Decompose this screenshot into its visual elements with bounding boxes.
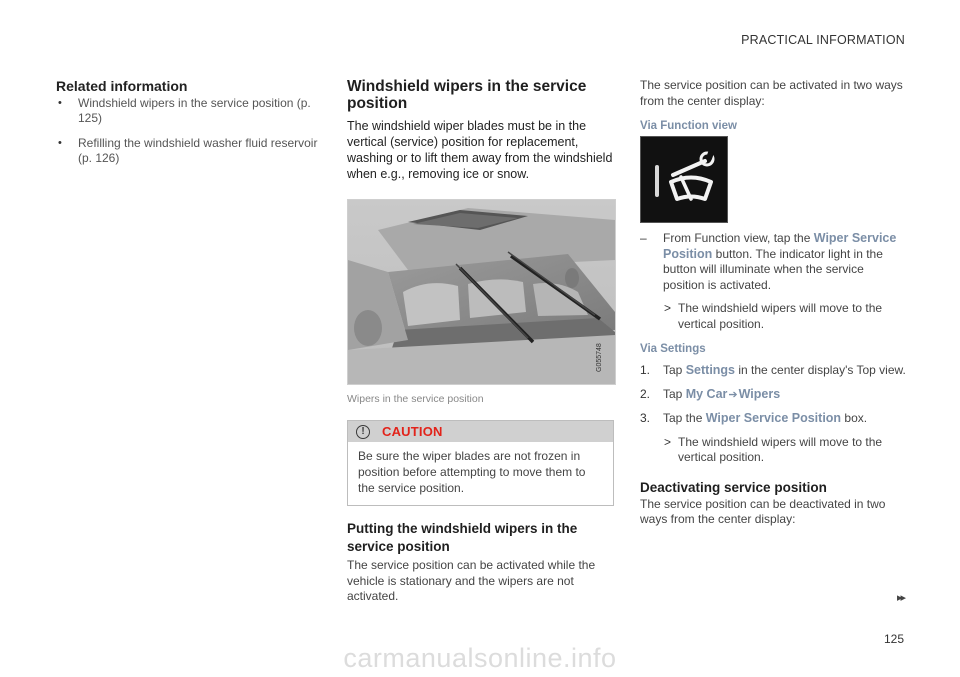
step-text-continued: box. [844,411,868,425]
related-info-heading: Related information [56,78,188,94]
figure-code: G055748 [596,343,603,372]
dash-marker: – [640,231,647,245]
wiper-service-position-link[interactable]: Wiper Service Position [663,231,897,261]
result-text: The windshield wipers will move to the vertical position. [678,301,883,331]
settings-step-1 [640,363,908,379]
function-view-result [640,301,908,332]
settings-result [640,435,908,466]
related-info-column [56,78,324,176]
via-function-view-heading: Via Function view [640,120,737,132]
article-intro: The windshield wiper blades must be in the vertical (service) position for replacement, washing or to lift them away from the windshield when e.g., removing ice or snow. [347,119,613,181]
step-text-continued: button. The indicator light in the button will illuminate when the service position is activated. [663,246,883,292]
wiper-service-position-box-link[interactable]: Wiper Service Position [705,411,842,425]
step-number: 1. [640,363,651,377]
my-car-link[interactable]: My Car [685,386,728,401]
settings-step-2 [640,387,908,404]
result-marker: > [664,301,672,315]
via-settings-heading: Via Settings [640,343,706,355]
step-number: 3. [640,411,651,425]
putting-service-heading: Putting the windshield wipers in the service position [347,521,578,554]
step-text: Tap [663,363,683,377]
instructions-column [640,78,908,528]
settings-step-3 [640,411,908,427]
putting-service-text: The service position can be activated while the vehicle is stationary and the wipers are not activated. [347,558,596,603]
function-view-step [640,231,908,293]
activation-intro: The service position can be activated in two ways from the center display: [640,78,903,108]
related-link-washer-fluid[interactable]: • Refilling the windshield washer fluid reservoir (p. 126) [56,136,324,166]
main-article-column [347,78,614,605]
step-text-continued: in the center display's Top view. [738,363,906,377]
wipers-link[interactable]: Wipers [738,386,781,401]
caution-box [347,420,614,506]
caution-header [348,421,613,442]
step-text: Tap the [663,411,703,425]
caution-title: CAUTION [382,424,443,439]
step-text: From Function view, tap the [663,231,811,245]
section-header: PRACTICAL INFORMATION [741,33,905,47]
figure-caption: Wipers in the service position [347,393,484,405]
car-windshield-image [348,200,615,384]
deactivating-heading: Deactivating service position [640,479,827,495]
wiper-service-button-image[interactable] [640,136,728,223]
step-number: 2. [640,386,651,401]
watermark: carmanualsonline.info [343,643,617,673]
wipers-illustration [347,199,616,385]
next-page-icon[interactable]: ▸▸ [896,592,904,604]
caution-text: Be sure the wiper blades are not frozen in position before attempting to move them to the service position. [358,449,586,495]
related-info-list [56,96,324,166]
page-number: 125 [883,632,904,646]
wiper-wrench-icon [641,137,727,222]
related-link-service-position[interactable]: • Windshield wipers in the service position (p. 125) [56,96,324,126]
result-text: The windshield wipers will move to the vertical position. [678,434,883,464]
step-text: Tap [663,386,683,401]
deactivating-text: The service position can be deactivated in two ways from the center display: [640,496,886,526]
settings-link[interactable]: Settings [685,363,736,377]
warning-circle-icon: ! [356,425,370,439]
result-marker: > [664,434,672,449]
arrow-right-icon: ➔ [728,388,738,401]
article-title: Windshield wipers in the service position [347,78,587,112]
